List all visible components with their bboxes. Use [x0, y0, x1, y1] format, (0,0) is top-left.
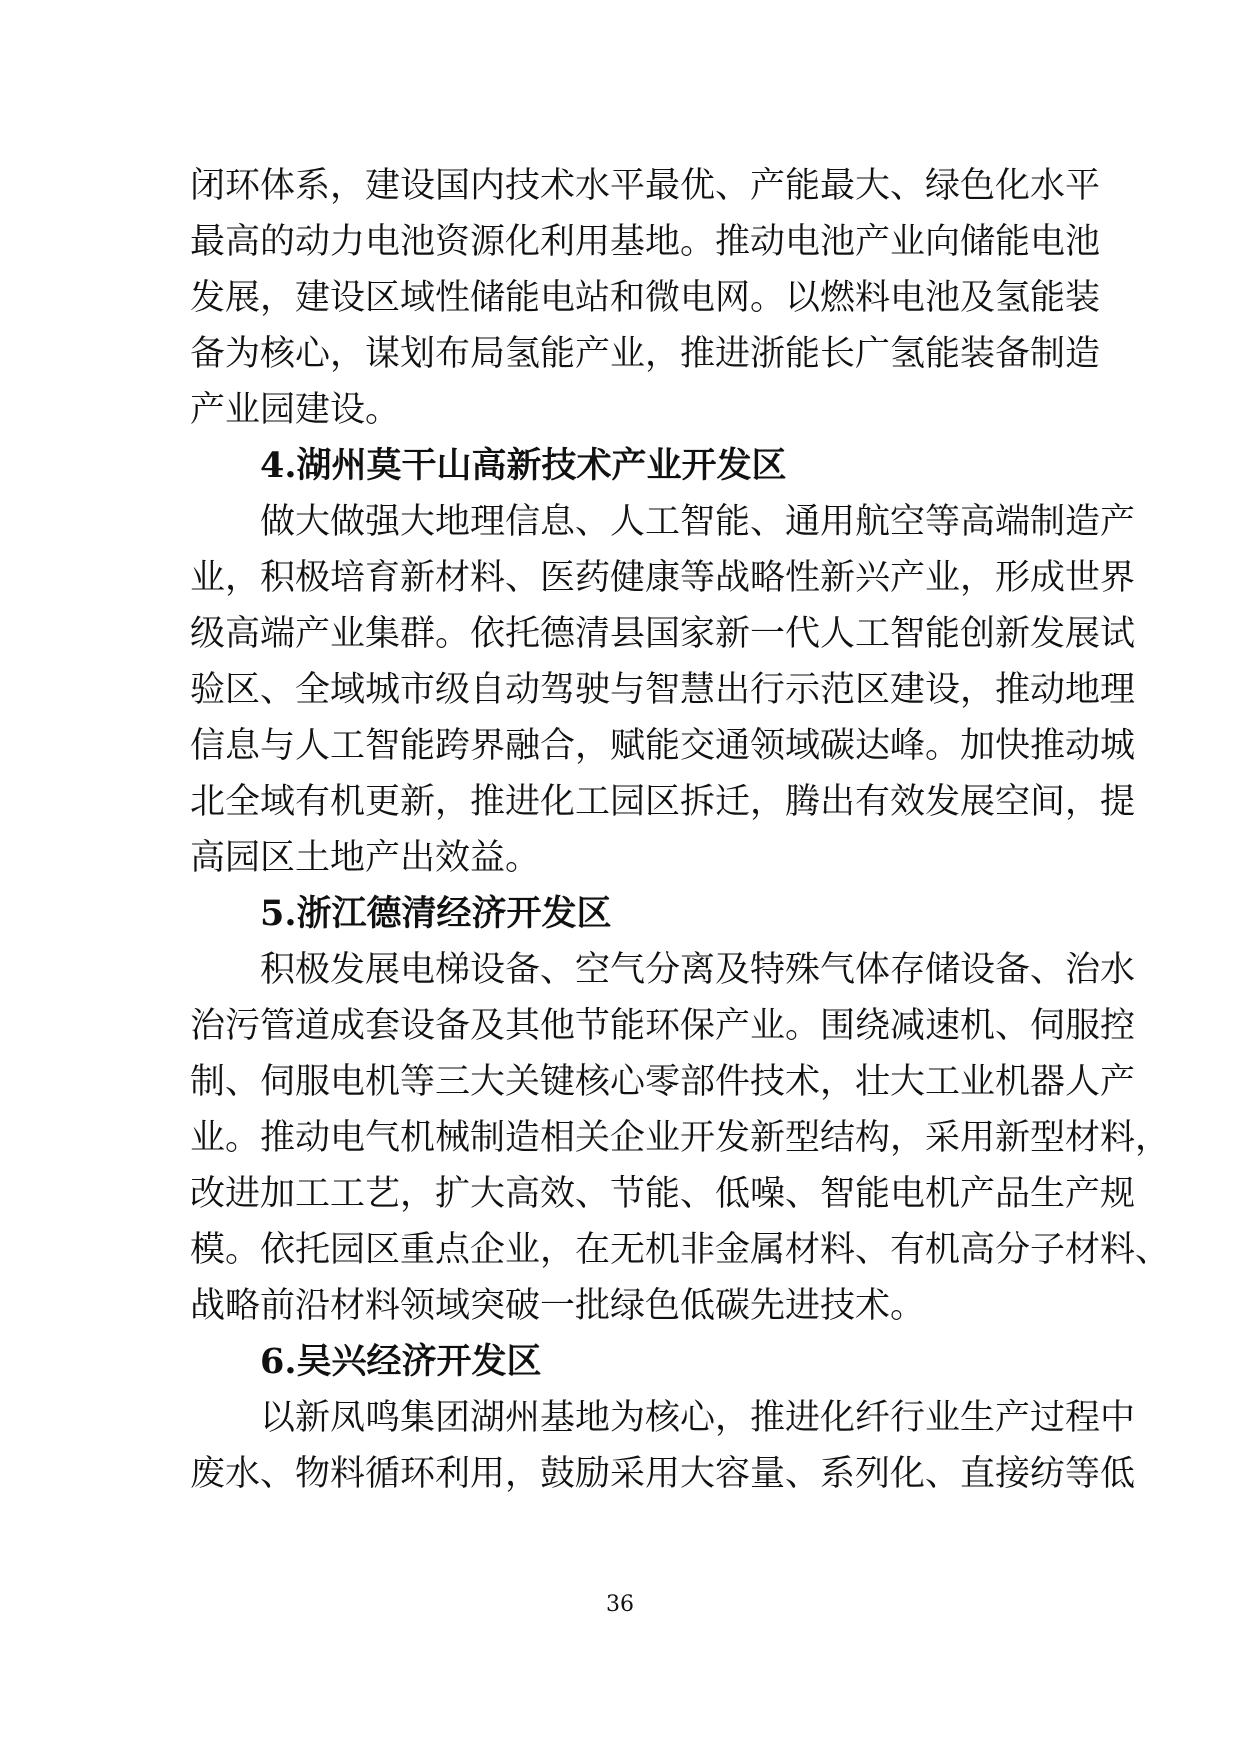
paragraph-line: 信息与人工智能跨界融合，赋能交通领域碳达峰。加快推动城 — [190, 726, 1136, 766]
section-heading: 5.浙江德清经济开发区 — [260, 893, 612, 934]
paragraph-line: 北全域有机更新，推进化工园区拆迁，腾出有效发展空间，提 — [190, 782, 1136, 822]
paragraph-line: 备为核心，谋划布局氢能产业，推进浙能长广氢能装备制造 — [190, 334, 1101, 374]
paragraph-line: 业，积极培育新材料、医药健康等战略性新兴产业，形成世界 — [190, 558, 1136, 598]
paragraph-line: 模。依托园区重点企业，在无机非金属材料、有机高分子材料、 — [190, 1230, 1171, 1270]
section-heading: 6.吴兴经济开发区 — [260, 1341, 542, 1382]
paragraph-line: 废水、物料循环利用，鼓励采用大容量、系列化、直接纺等低 — [190, 1454, 1136, 1494]
section-heading: 4.湖州莫干山高新技术产业开发区 — [260, 445, 787, 486]
paragraph-line: 业。推动电气机械制造相关企业开发新型结构，采用新型材料， — [190, 1118, 1171, 1158]
paragraph-line: 高园区土地产出效益。 — [190, 838, 541, 878]
paragraph-line: 最高的动力电池资源化利用基地。推动电池产业向储能电池 — [190, 222, 1101, 262]
paragraph-line: 治污管道成套设备及其他节能环保产业。围绕减速机、伺服控 — [190, 1006, 1136, 1046]
paragraph-line: 验区、全域城市级自动驾驶与智慧出行示范区建设，推动地理 — [190, 670, 1136, 710]
paragraph-line: 改进加工工艺，扩大高效、节能、低噪、智能电机产品生产规 — [190, 1174, 1136, 1214]
page-number: 36 — [606, 1592, 634, 1617]
paragraph-line: 闭环体系，建设国内技术水平最优、产能最大、绿色化水平 — [190, 166, 1101, 206]
paragraph-line: 以新凤鸣集团湖州基地为核心，推进化纤行业生产过程中 — [260, 1398, 1136, 1438]
paragraph-line: 产业园建设。 — [190, 390, 401, 430]
paragraph-line: 战略前沿材料领域突破一批绿色低碳先进技术。 — [190, 1286, 926, 1326]
paragraph-line: 积极发展电梯设备、空气分离及特殊气体存储设备、治水 — [260, 950, 1136, 990]
paragraph-line: 制、伺服电机等三大关键核心零部件技术，壮大工业机器人产 — [190, 1062, 1136, 1102]
paragraph-line: 发展，建设区域性储能电站和微电网。以燃料电池及氢能装 — [190, 278, 1101, 318]
paragraph-line: 做大做强大地理信息、人工智能、通用航空等高端制造产 — [260, 502, 1136, 542]
paragraph-line: 级高端产业集群。依托德清县国家新一代人工智能创新发展试 — [190, 614, 1136, 654]
